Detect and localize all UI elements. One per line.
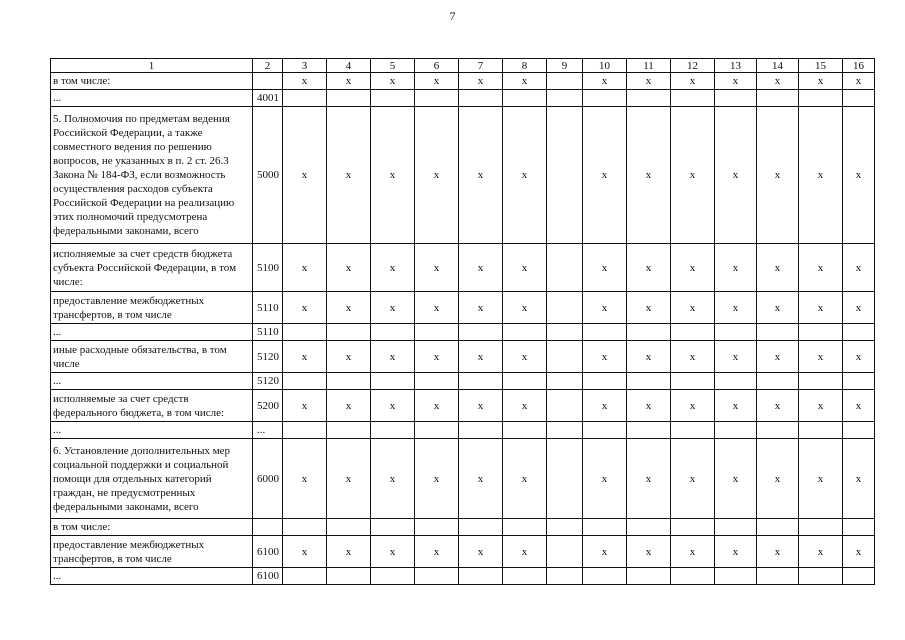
data-cell (371, 373, 415, 390)
data-cell: x (583, 536, 627, 568)
data-cell: x (583, 341, 627, 373)
data-cell (799, 568, 843, 585)
data-cell (799, 373, 843, 390)
data-cell (459, 373, 503, 390)
data-cell (415, 568, 459, 585)
data-cell: x (627, 341, 671, 373)
data-cell: x (627, 73, 671, 90)
data-cell: x (583, 439, 627, 519)
data-cell (371, 568, 415, 585)
header-cell: 10 (583, 59, 627, 73)
data-cell (671, 324, 715, 341)
row-label: 6. Установление дополнительных мер социальной поддержки и социальной помощи для отдельных категорий граждан, не предусмотренных федеральными законами, всего (51, 439, 253, 519)
data-cell: x (799, 536, 843, 568)
data-cell: x (843, 73, 875, 90)
row-label: ... (51, 422, 253, 439)
data-cell (415, 373, 459, 390)
data-cell (547, 324, 583, 341)
data-cell (547, 373, 583, 390)
header-cell: 15 (799, 59, 843, 73)
data-cell: x (459, 341, 503, 373)
data-cell (459, 519, 503, 536)
data-cell (627, 324, 671, 341)
row-label: предоставление межбюджетных трансфертов, в том числе (51, 292, 253, 324)
row-label: предоставление межбюджетных трансфертов, в том числе (51, 536, 253, 568)
data-cell: x (715, 390, 757, 422)
data-cell: x (415, 341, 459, 373)
data-cell: x (843, 536, 875, 568)
data-cell: x (843, 292, 875, 324)
data-cell: x (459, 107, 503, 244)
data-cell: x (671, 292, 715, 324)
row-code: 5200 (253, 390, 283, 422)
data-cell (327, 373, 371, 390)
data-cell: x (799, 439, 843, 519)
data-cell (371, 90, 415, 107)
data-cell (583, 519, 627, 536)
data-cell (327, 422, 371, 439)
data-cell: x (283, 107, 327, 244)
row-label: иные расходные обязательства, в том числе (51, 341, 253, 373)
data-cell (843, 324, 875, 341)
data-cell: x (327, 341, 371, 373)
data-cell: x (715, 439, 757, 519)
data-cell (327, 90, 371, 107)
data-cell: x (799, 244, 843, 292)
data-cell: x (415, 536, 459, 568)
data-cell: x (799, 73, 843, 90)
data-cell (757, 568, 799, 585)
report-table (50, 58, 875, 585)
data-cell: x (583, 292, 627, 324)
header-cell: 3 (283, 59, 327, 73)
table-row (51, 568, 875, 585)
data-cell: x (715, 292, 757, 324)
data-cell: x (757, 107, 799, 244)
data-cell (843, 422, 875, 439)
header-cell: 14 (757, 59, 799, 73)
data-cell (583, 422, 627, 439)
table-row (51, 107, 875, 244)
data-cell: x (415, 292, 459, 324)
header-cell: 5 (371, 59, 415, 73)
data-cell: x (327, 439, 371, 519)
data-cell (283, 373, 327, 390)
data-cell (843, 373, 875, 390)
row-label: ... (51, 324, 253, 341)
data-cell: x (283, 341, 327, 373)
data-cell (671, 373, 715, 390)
row-code (253, 519, 283, 536)
header-cell: 6 (415, 59, 459, 73)
data-cell: x (627, 439, 671, 519)
data-cell (283, 568, 327, 585)
row-label: ... (51, 90, 253, 107)
data-cell: x (503, 341, 547, 373)
data-cell: x (671, 390, 715, 422)
data-cell: x (503, 73, 547, 90)
row-label: исполняемые за счет средств бюджета субъекта Российской Федерации, в том числе: (51, 244, 253, 292)
data-cell: x (757, 292, 799, 324)
row-code: 5120 (253, 341, 283, 373)
data-cell (547, 439, 583, 519)
data-cell (283, 324, 327, 341)
data-cell: x (283, 73, 327, 90)
row-code: 4001 (253, 90, 283, 107)
data-cell: x (371, 107, 415, 244)
row-code: 6100 (253, 536, 283, 568)
data-cell (371, 422, 415, 439)
data-cell: x (459, 73, 503, 90)
data-cell (671, 90, 715, 107)
data-cell: x (715, 244, 757, 292)
data-cell: x (843, 244, 875, 292)
data-cell: x (415, 390, 459, 422)
data-cell: x (415, 244, 459, 292)
data-cell (799, 422, 843, 439)
row-code: ... (253, 422, 283, 439)
data-cell: x (671, 107, 715, 244)
row-code: 5120 (253, 373, 283, 390)
data-cell: x (843, 390, 875, 422)
data-cell (415, 90, 459, 107)
table-row (51, 439, 875, 519)
row-label: ... (51, 373, 253, 390)
data-cell: x (627, 292, 671, 324)
data-cell (547, 536, 583, 568)
data-cell (757, 90, 799, 107)
table-row (51, 292, 875, 324)
header-cell: 9 (547, 59, 583, 73)
data-cell: x (757, 439, 799, 519)
data-cell: x (415, 439, 459, 519)
data-cell: x (799, 390, 843, 422)
data-cell (715, 90, 757, 107)
data-cell (671, 422, 715, 439)
data-cell: x (583, 244, 627, 292)
data-cell: x (757, 341, 799, 373)
data-cell (627, 90, 671, 107)
data-cell (757, 324, 799, 341)
data-cell: x (503, 107, 547, 244)
data-cell: x (327, 292, 371, 324)
data-cell (283, 90, 327, 107)
data-cell: x (503, 244, 547, 292)
data-cell (459, 90, 503, 107)
data-cell: x (459, 439, 503, 519)
data-cell (627, 519, 671, 536)
data-cell: x (283, 292, 327, 324)
data-cell: x (327, 244, 371, 292)
data-cell: x (503, 439, 547, 519)
data-cell: x (671, 341, 715, 373)
data-cell: x (459, 536, 503, 568)
data-cell: x (371, 341, 415, 373)
data-cell (671, 519, 715, 536)
table-row (51, 324, 875, 341)
data-cell: x (283, 244, 327, 292)
data-cell: x (715, 341, 757, 373)
data-cell: x (371, 73, 415, 90)
data-cell (843, 568, 875, 585)
row-code: 6000 (253, 439, 283, 519)
table-row (51, 422, 875, 439)
data-cell (415, 324, 459, 341)
data-cell (327, 568, 371, 585)
data-cell (547, 519, 583, 536)
data-cell (547, 568, 583, 585)
data-cell (799, 324, 843, 341)
data-cell: x (371, 439, 415, 519)
data-cell (503, 519, 547, 536)
table-row (51, 373, 875, 390)
data-cell (583, 90, 627, 107)
data-cell (583, 373, 627, 390)
data-cell: x (415, 107, 459, 244)
data-cell: x (583, 107, 627, 244)
data-cell (627, 568, 671, 585)
row-code: 5100 (253, 244, 283, 292)
table-row (51, 244, 875, 292)
data-cell (547, 422, 583, 439)
data-cell (757, 422, 799, 439)
data-cell: x (327, 390, 371, 422)
data-cell (503, 373, 547, 390)
data-cell (843, 519, 875, 536)
header-cell: 16 (843, 59, 875, 73)
data-cell: x (503, 390, 547, 422)
data-cell (715, 568, 757, 585)
data-cell: x (371, 536, 415, 568)
header-cell: 1 (51, 59, 253, 73)
data-cell (799, 90, 843, 107)
data-cell: x (843, 341, 875, 373)
data-cell: x (799, 341, 843, 373)
row-code: 6100 (253, 568, 283, 585)
data-cell (671, 568, 715, 585)
data-cell: x (715, 73, 757, 90)
data-cell (547, 341, 583, 373)
data-cell: x (415, 73, 459, 90)
data-cell (503, 90, 547, 107)
data-cell: x (843, 107, 875, 244)
data-cell: x (503, 536, 547, 568)
data-cell: x (459, 390, 503, 422)
data-cell: x (327, 536, 371, 568)
row-label: ... (51, 568, 253, 585)
row-label: в том числе: (51, 73, 253, 90)
data-cell (799, 519, 843, 536)
data-cell: x (283, 390, 327, 422)
data-cell (547, 244, 583, 292)
data-cell (627, 422, 671, 439)
data-cell: x (283, 536, 327, 568)
table-row (51, 536, 875, 568)
data-cell (547, 73, 583, 90)
data-cell (459, 422, 503, 439)
data-cell: x (327, 73, 371, 90)
header-row (51, 59, 875, 73)
data-cell (715, 324, 757, 341)
row-code: 5000 (253, 107, 283, 244)
data-cell (327, 324, 371, 341)
data-cell (503, 568, 547, 585)
header-cell: 11 (627, 59, 671, 73)
data-cell (715, 519, 757, 536)
data-cell: x (843, 439, 875, 519)
header-cell: 2 (253, 59, 283, 73)
table-row (51, 341, 875, 373)
row-label: в том числе: (51, 519, 253, 536)
data-cell (415, 519, 459, 536)
data-cell: x (459, 244, 503, 292)
row-code: 5110 (253, 292, 283, 324)
data-cell: x (671, 439, 715, 519)
data-cell (757, 373, 799, 390)
data-cell: x (371, 244, 415, 292)
data-cell (283, 519, 327, 536)
data-cell (715, 373, 757, 390)
row-code (253, 73, 283, 90)
data-cell: x (627, 107, 671, 244)
data-cell: x (283, 439, 327, 519)
data-cell (583, 324, 627, 341)
data-cell: x (799, 107, 843, 244)
report-table-body (51, 59, 875, 585)
data-cell (459, 324, 503, 341)
data-cell (583, 568, 627, 585)
data-cell (327, 519, 371, 536)
data-cell (415, 422, 459, 439)
data-cell: x (371, 292, 415, 324)
row-label: исполняемые за счет средств федерального бюджета, в том числе: (51, 390, 253, 422)
table-row (51, 90, 875, 107)
data-cell: x (627, 244, 671, 292)
data-cell: x (503, 292, 547, 324)
table-row (51, 390, 875, 422)
data-cell (503, 422, 547, 439)
data-cell (715, 422, 757, 439)
header-cell: 8 (503, 59, 547, 73)
data-cell: x (459, 292, 503, 324)
data-cell: x (627, 390, 671, 422)
table-row (51, 73, 875, 90)
data-cell: x (757, 536, 799, 568)
data-cell: x (371, 390, 415, 422)
page-number: 7 (449, 9, 456, 23)
data-cell: x (715, 107, 757, 244)
header-cell: 12 (671, 59, 715, 73)
header-cell: 4 (327, 59, 371, 73)
data-cell: x (583, 390, 627, 422)
data-cell (283, 422, 327, 439)
table-row (51, 519, 875, 536)
data-cell (757, 519, 799, 536)
data-cell (547, 90, 583, 107)
data-cell: x (327, 107, 371, 244)
header-cell: 7 (459, 59, 503, 73)
row-label: 5. Полномочия по предметам ведения Российской Федерации, а также совместного ведения по решению вопросов, не указанных в п. 2 ст. 26.3 Закона № 184-ФЗ, если возможность осуществления расходов субъекта Российской Федерации на реализацию этих полномочий предусмотрена федеральными законами, всего (51, 107, 253, 244)
data-cell: x (627, 536, 671, 568)
data-cell (547, 107, 583, 244)
data-cell (503, 324, 547, 341)
data-cell: x (757, 73, 799, 90)
data-cell (547, 390, 583, 422)
data-cell (843, 90, 875, 107)
header-cell: 13 (715, 59, 757, 73)
data-cell: x (671, 244, 715, 292)
data-cell (627, 373, 671, 390)
data-cell: x (799, 292, 843, 324)
data-cell: x (671, 73, 715, 90)
data-cell (459, 568, 503, 585)
data-cell (371, 324, 415, 341)
row-code: 5110 (253, 324, 283, 341)
data-cell: x (757, 244, 799, 292)
data-cell: x (757, 390, 799, 422)
data-cell: x (715, 536, 757, 568)
data-cell (547, 292, 583, 324)
data-cell (371, 519, 415, 536)
data-cell: x (671, 536, 715, 568)
data-cell: x (583, 73, 627, 90)
